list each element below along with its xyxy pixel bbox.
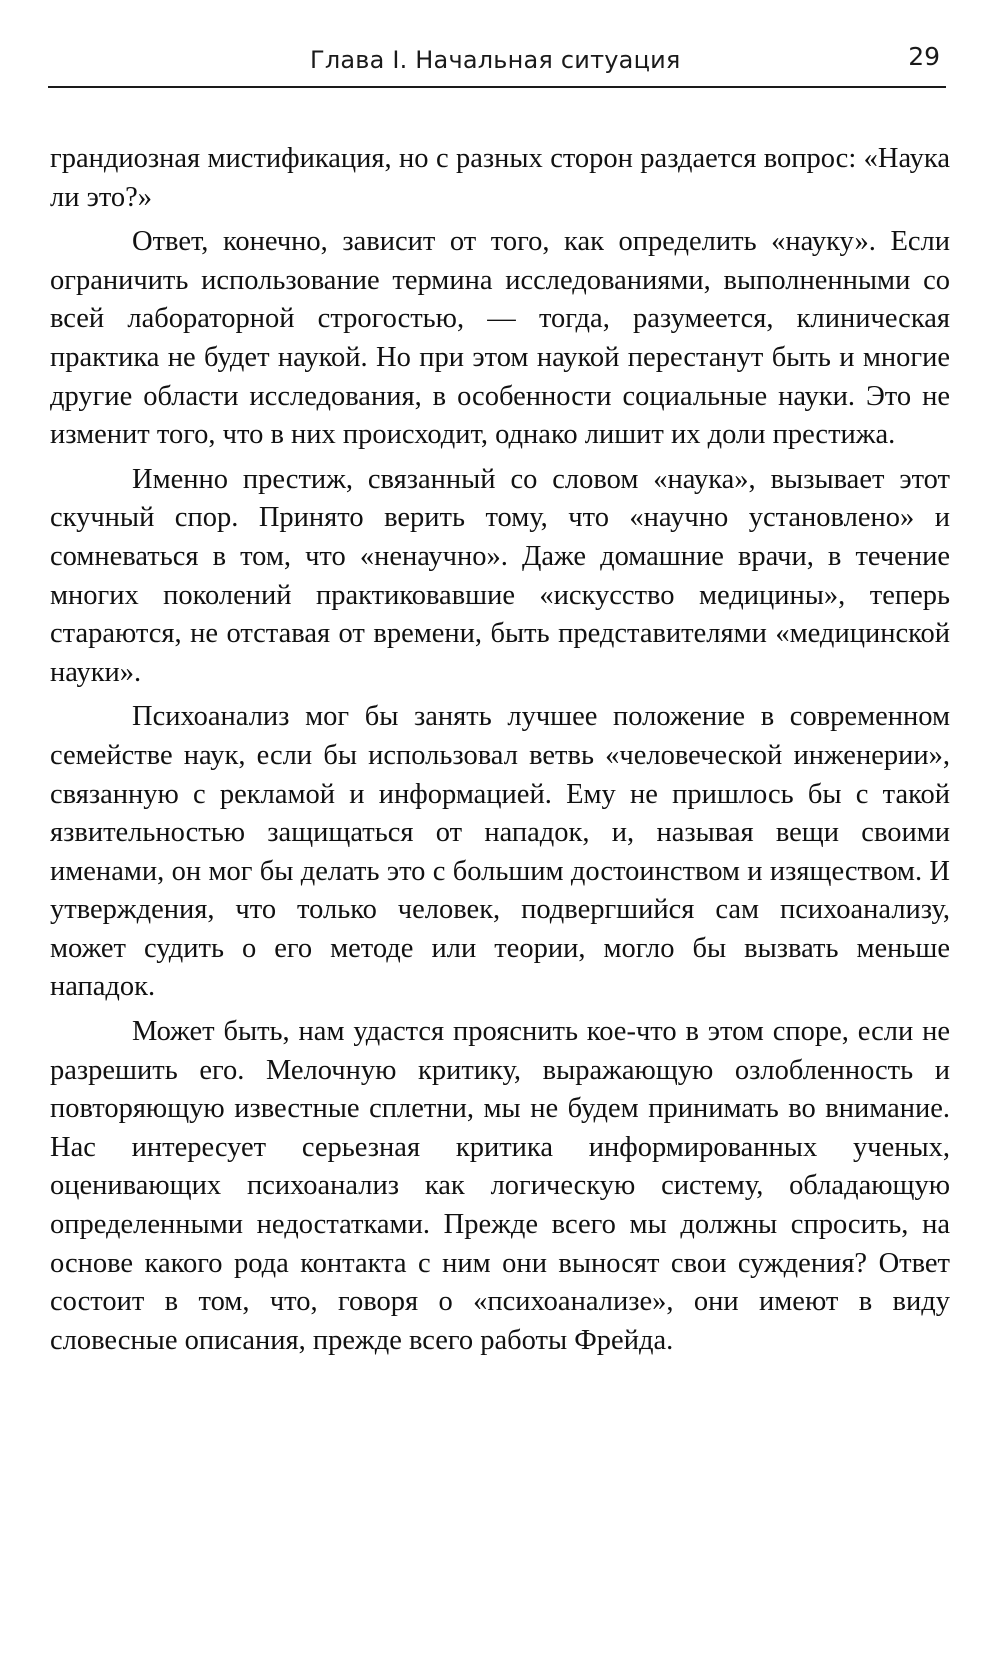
page-number: 29 <box>908 42 940 71</box>
paragraph: Именно престиж, связанный со словом «наука», вызывает этот скучный спор. Принято верить тому, что «научно установлено» и сомневаться в том, что «ненаучно». Даже домашние врачи, в течение многих поколений практиковавшие «искусство медицины», теперь стараются, не отставая от времени, быть представителями «медицинской науки». <box>50 463 950 688</box>
paragraph-continued: грандиозная мистификация, но с разных сторон раздается вопрос: «Наука ли это?» <box>50 143 950 213</box>
paragraph: Ответ, конечно, зависит от того, как определить «науку». Если ограничить использование термина исследованиями, выполненными со всей лабораторной строгостью, — тогда, разумеется, клиническая практика не будет наукой. Но при этом наукой перестанут быть и многие другие области исследования, в особенности социальные науки. Это не изменит того, что в них происходит, однако лишит их доли престижа. <box>50 226 950 451</box>
chapter-title: Глава I. Начальная ситуация <box>310 46 681 74</box>
paragraph: Психоанализ мог бы занять лучшее положение в современном семействе наук, если бы использовал ветвь «человеческой инженерии», связанную с рекламой и информацией. Ему не пришлось бы с такой язвительностью защищаться от нападок, и, называя вещи своими именами, он мог бы делать это с большим достоинством и изяществом. И утверждения, что только человек, подвергшийся сам психоанализу, может судить о его методе или теории, могло бы вызвать меньше нападок. <box>50 701 950 1003</box>
paragraph: Может быть, нам удастся прояснить кое-что в этом споре, если не разрешить его. Мелочную критику, выражающую озлобленность и повторяющую известные сплетни, мы не будем принимать во внимание. Нас интересует серьезная критика информированных ученых, оценивающих психоанализ как логическую систему, обладающую определенными недостатками. Прежде всего мы должны спросить, на основе какого рода контакта с ним они выносят свои суждения? Ответ состоит в том, что, говоря о «психоанализе», они имеют в виду словесные описания, прежде всего работы Фрейда. <box>50 1016 950 1356</box>
running-header <box>48 40 946 94</box>
header-rule <box>48 86 946 88</box>
body-text <box>50 140 950 1366</box>
